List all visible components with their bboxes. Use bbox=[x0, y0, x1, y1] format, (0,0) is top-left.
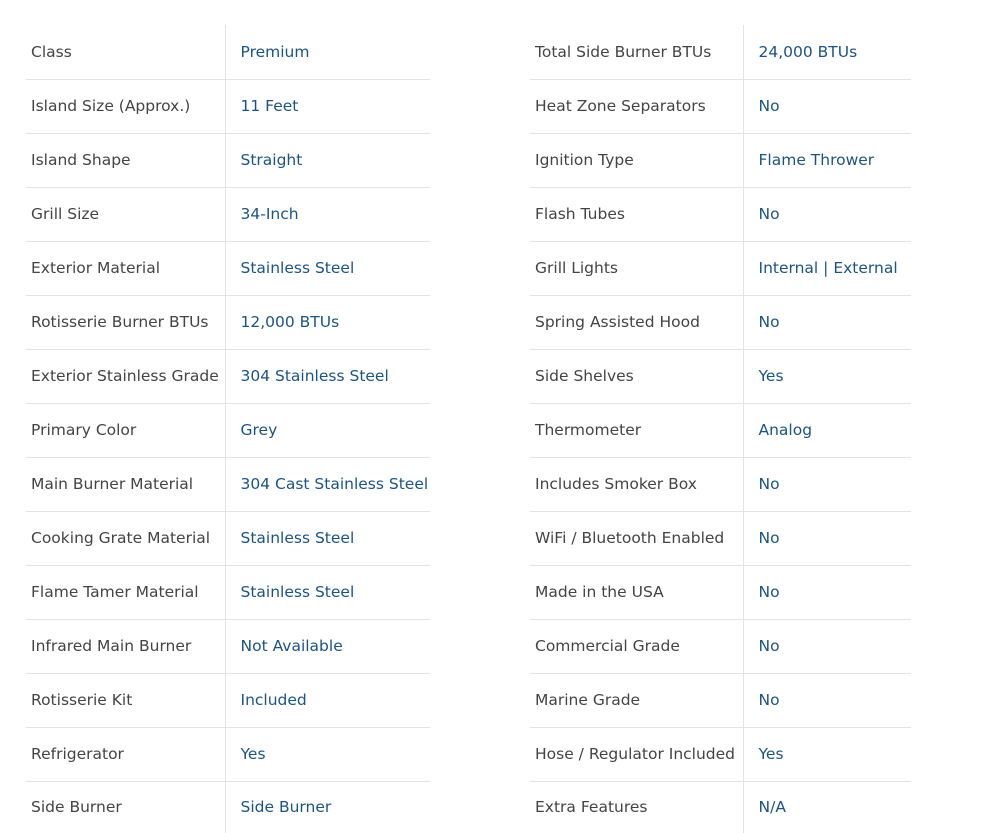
spec-label: Ignition Type bbox=[530, 133, 743, 187]
spec-value: Stainless Steel bbox=[225, 511, 430, 565]
spec-row bbox=[26, 457, 430, 511]
spec-row bbox=[26, 241, 430, 295]
spec-value: Side Burner bbox=[240, 798, 332, 817]
spec-row bbox=[26, 349, 430, 403]
spec-label: WiFi / Bluetooth Enabled bbox=[530, 511, 743, 565]
spec-row bbox=[530, 565, 911, 619]
spec-label: Primary Color bbox=[26, 403, 225, 457]
spec-row bbox=[26, 295, 430, 349]
spec-label: Includes Smoker Box bbox=[530, 457, 743, 511]
spec-value: No bbox=[743, 187, 911, 241]
spec-label: Total Side Burner BTUs bbox=[530, 25, 743, 79]
spec-label: Flash Tubes bbox=[530, 187, 743, 241]
spec-value: Analog bbox=[743, 403, 911, 457]
spec-value: No bbox=[743, 673, 911, 727]
spec-row bbox=[530, 673, 911, 727]
spec-row bbox=[530, 457, 911, 511]
spec-value: No bbox=[743, 565, 911, 619]
spec-row bbox=[26, 727, 430, 781]
specs-table-right-body bbox=[530, 25, 911, 833]
spec-label: Spring Assisted Hood bbox=[530, 295, 743, 349]
spec-value: Not Available bbox=[225, 619, 430, 673]
spec-row bbox=[26, 565, 430, 619]
spec-value: No bbox=[743, 457, 911, 511]
spec-label: Class bbox=[26, 25, 225, 79]
spec-value: Yes bbox=[743, 727, 911, 781]
spec-label: Exterior Stainless Grade bbox=[26, 349, 225, 403]
spec-value: 304 Stainless Steel bbox=[225, 349, 430, 403]
spec-value: N/A bbox=[758, 798, 786, 817]
spec-label: Island Shape bbox=[26, 133, 225, 187]
spec-value: Internal | External bbox=[743, 241, 911, 295]
spec-value: 24,000 BTUs bbox=[743, 25, 911, 79]
spec-value: Premium bbox=[225, 25, 430, 79]
spec-row bbox=[26, 133, 430, 187]
spec-value: No bbox=[743, 511, 911, 565]
spec-label: Main Burner Material bbox=[26, 457, 225, 511]
spec-row bbox=[530, 781, 911, 833]
spec-label: Extra Features bbox=[530, 781, 743, 833]
spec-row bbox=[26, 79, 430, 133]
spec-row bbox=[530, 403, 911, 457]
spec-label: Side Burner bbox=[26, 781, 225, 833]
spec-label: Exterior Material bbox=[26, 241, 225, 295]
spec-value: Stainless Steel bbox=[225, 565, 430, 619]
spec-value: 304 Cast Stainless Steel bbox=[225, 457, 430, 511]
spec-value: 11 Feet bbox=[225, 79, 430, 133]
spec-label: Heat Zone Separators bbox=[530, 79, 743, 133]
spec-label: Rotisserie Kit bbox=[26, 673, 225, 727]
spec-value: Straight bbox=[225, 133, 430, 187]
spec-value: No bbox=[743, 79, 911, 133]
spec-row bbox=[26, 619, 430, 673]
spec-label: Grill Lights bbox=[530, 241, 743, 295]
spec-value: Yes bbox=[225, 727, 430, 781]
spec-value: No bbox=[743, 295, 911, 349]
spec-label: Rotisserie Burner BTUs bbox=[26, 295, 225, 349]
spec-value: Stainless Steel bbox=[225, 241, 430, 295]
specs-table-right bbox=[530, 25, 911, 833]
spec-row bbox=[26, 673, 430, 727]
spec-row bbox=[530, 727, 911, 781]
spec-value: Grey bbox=[225, 403, 430, 457]
spec-row bbox=[26, 511, 430, 565]
spec-label: Refrigerator bbox=[26, 727, 225, 781]
specs-table-left bbox=[26, 25, 430, 833]
spec-value: Included bbox=[225, 673, 430, 727]
spec-label: Marine Grade bbox=[530, 673, 743, 727]
spec-label: Island Size (Approx.) bbox=[26, 79, 225, 133]
spec-label: Hose / Regulator Included bbox=[530, 727, 743, 781]
spec-row bbox=[26, 187, 430, 241]
spec-label: Grill Size bbox=[26, 187, 225, 241]
spec-row bbox=[530, 619, 911, 673]
spec-label: Cooking Grate Material bbox=[26, 511, 225, 565]
spec-value: 34-Inch bbox=[225, 187, 430, 241]
spec-row bbox=[530, 349, 911, 403]
spec-row bbox=[26, 25, 430, 79]
spec-label: Side Shelves bbox=[530, 349, 743, 403]
spec-row bbox=[530, 133, 911, 187]
spec-value: Flame Thrower bbox=[743, 133, 911, 187]
spec-value: Yes bbox=[743, 349, 911, 403]
spec-row bbox=[530, 187, 911, 241]
spec-row bbox=[530, 295, 911, 349]
spec-label: Made in the USA bbox=[530, 565, 743, 619]
spec-value: No bbox=[743, 619, 911, 673]
spec-label: Commercial Grade bbox=[530, 619, 743, 673]
spec-row bbox=[26, 403, 430, 457]
spec-row bbox=[530, 241, 911, 295]
spec-row bbox=[530, 511, 911, 565]
spec-value: 12,000 BTUs bbox=[225, 295, 430, 349]
spec-label: Flame Tamer Material bbox=[26, 565, 225, 619]
spec-row bbox=[530, 79, 911, 133]
spec-label: Thermometer bbox=[530, 403, 743, 457]
specs-table-left-body bbox=[26, 25, 430, 833]
spec-label: Infrared Main Burner bbox=[26, 619, 225, 673]
spec-row bbox=[26, 781, 430, 833]
spec-row bbox=[530, 25, 911, 79]
